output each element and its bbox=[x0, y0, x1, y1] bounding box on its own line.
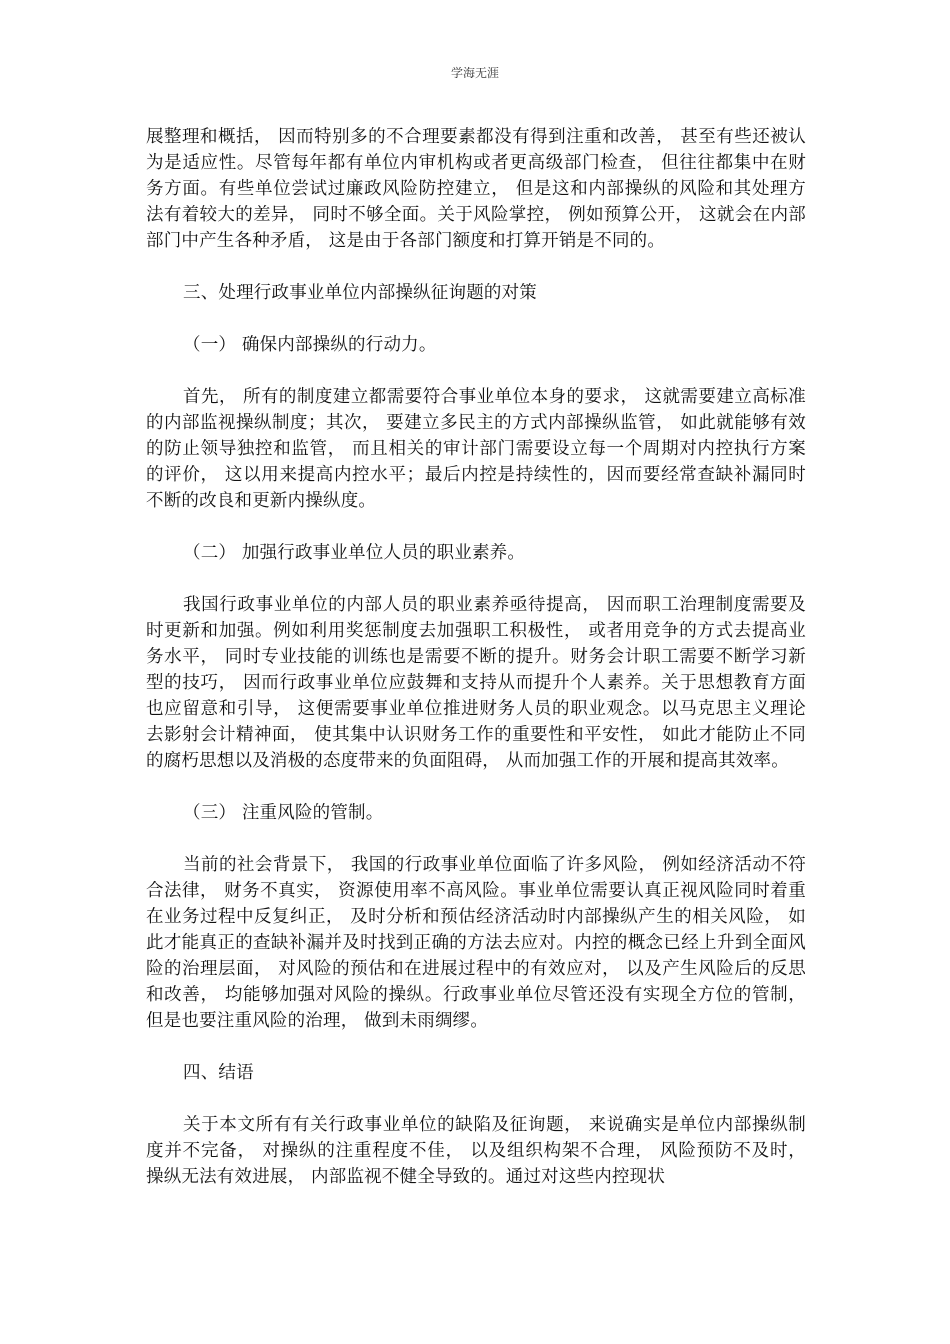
paragraph-execution: 首先， 所有的制度建立都需要符合事业单位本身的要求， 这就需要建立高标准的内部监视操纵制度；其次， 要建立多民主的方式内部操纵监管， 如此就能够有效的防止领导独控和监管， 而且相关的审计部门需要设立每一个周期对内控执行方案的评价， 这以用来提高内控水平；最后内控是持续性的，因而要经常查缺补漏同时不断的改良和更新内操纵度。 bbox=[146, 387, 806, 511]
section-heading-countermeasures: 三、处理行政事业单位内部操纵征询题的对策 bbox=[183, 283, 537, 303]
subheading-professionalism: （二） 加强行政事业单位人员的职业素养。 bbox=[183, 543, 526, 563]
subheading-execution: （一） 确保内部操纵的行动力。 bbox=[183, 335, 437, 355]
paragraph-conclusion: 关于本文所有有关行政事业单位的缺陷及征询题， 来说确实是单位内部操纵制度并不完备， 对操纵的注重程度不佳， 以及组织构架不合理， 风险预防不及时， 操纵无法有效进展， 内部监视不健全导致的。通过对这些内控现状 bbox=[146, 1115, 806, 1187]
paragraph-risk-control: 当前的社会背景下， 我国的行政事业单位面临了许多风险， 例如经济活动不符合法律， 财务不真实， 资源使用率不高风险。事业单位需要认真正视风险同时着重在业务过程中反复纠正， 及时分析和预估经济活动时内部操纵产生的相关风险， 如此才能真正的查缺补漏并及时找到正确的方法去应对。内控的概念已经上升到全面风险的治理层面， 对风险的预估和在进展过程中的有效应对， 以及产生风险后的反思和改善， 均能够加强对风险的操纵。行政事业单位尽管还没有实现全方位的管制， 但是也要注重风险的治理， 做到未雨绸缪。 bbox=[146, 855, 806, 1031]
subheading-risk-control: （三） 注重风险的管制。 bbox=[183, 803, 384, 823]
page-header: 学海无涯 bbox=[450, 66, 499, 80]
paragraph-risk-summary: 展整理和概括， 因而特别多的不合理要素都没有得到注重和改善， 甚至有些还被认为是适应性。尽管每年都有单位内审机构或者更高级部门检查， 但往往都集中在财务方面。有些单位尝试过廉政风险防控建立， 但是这和内部操纵的风险和其处理方法有着较大的差异， 同时不够全面。关于风险掌控， 例如预算公开， 这就会在内部部门中产生各种矛盾， 这是由于各部门额度和打算开销是不同的。 bbox=[146, 127, 806, 251]
section-heading-conclusion: 四、结语 bbox=[183, 1063, 254, 1083]
paragraph-professionalism: 我国行政事业单位的内部人员的职业素养亟待提高， 因而职工治理制度需要及时更新和加强。例如利用奖惩制度去加强职工积极性， 或者用竞争的方式去提高业务水平， 同时专业技能的训练也是需要不断的提升。财务会计职工需要不断学习新型的技巧， 因而行政事业单位应鼓舞和支持从而提升个人素养。关于思想教育方面也应留意和引导， 这便需要事业单位推进财务人员的职业观念。以马克思主义理论去影射会计精神面， 使其集中认识财务工作的重要性和平安性， 如此才能防止不同的腐朽思想以及消极的态度带来的负面阻碍， 从而加强工作的开展和提高其效率。 bbox=[146, 595, 806, 771]
document-body bbox=[146, 124, 806, 1190]
